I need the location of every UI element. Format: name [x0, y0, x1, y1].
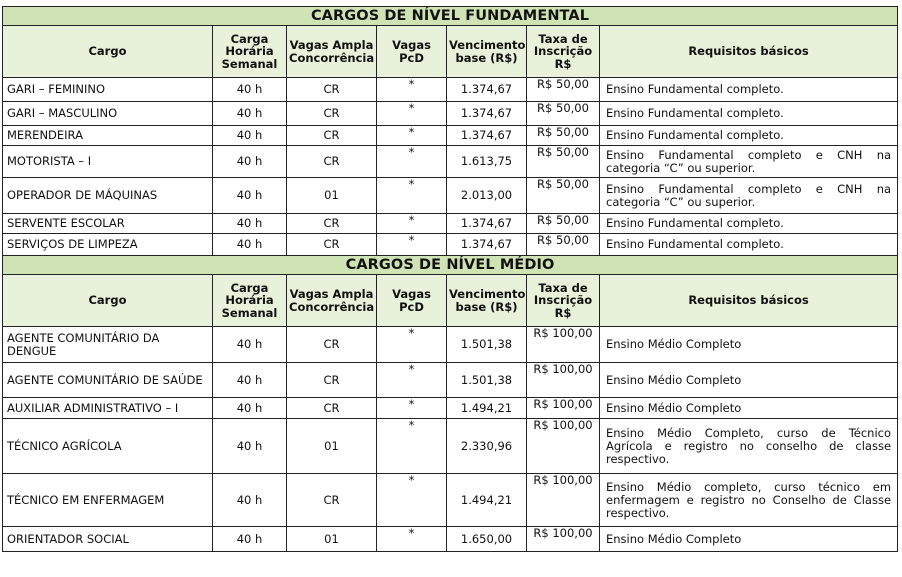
cell-vagas-ampla: CR [287, 126, 377, 146]
cell-carga: 40 h [213, 474, 287, 527]
medio-header-cargo: Cargo [3, 275, 213, 327]
cell-requisitos: Ensino Fundamental completo. [600, 214, 898, 234]
cell-cargo: AGENTE COMUNITÁRIO DE SAÚDE [3, 363, 213, 398]
cell-requisitos: Ensino Fundamental completo. [600, 126, 898, 146]
cell-vencimento: 1.374,67 [447, 102, 527, 126]
cell-carga: 40 h [213, 419, 287, 474]
cell-carga: 40 h [213, 126, 287, 146]
cell-taxa: R$ 100,00 [527, 474, 600, 527]
cell-cargo: SERVENTE ESCOLAR [3, 214, 213, 234]
table-row [3, 419, 898, 474]
cell-vencimento: 1.501,38 [447, 327, 527, 363]
cell-cargo: AGENTE COMUNITÁRIO DA DENGUE [3, 327, 213, 363]
cell-requisitos: Ensino Fundamental completo e CNH na categoria “C” ou superior. [600, 178, 898, 214]
cell-vagas-pcd: * [377, 419, 447, 474]
cell-vagas-pcd: * [377, 398, 447, 419]
cell-taxa: R$ 100,00 [527, 419, 600, 474]
cell-vagas-ampla: CR [287, 102, 377, 126]
cell-requisitos: Ensino Médio Completo [600, 327, 898, 363]
cell-taxa: R$ 50,00 [527, 78, 600, 102]
cell-vagas-ampla: CR [287, 474, 377, 527]
medio-header-vagas-ampla: Vagas Ampla Concorrência [287, 275, 377, 327]
medio-header-carga-horaria: Carga Horária Semanal [213, 275, 287, 327]
table-row [3, 527, 898, 552]
cell-cargo: TÉCNICO AGRÍCOLA [3, 419, 213, 474]
cell-cargo: SERVIÇOS DE LIMPEZA [3, 234, 213, 256]
cell-vagas-pcd: * [377, 234, 447, 256]
cell-cargo: AUXILIAR ADMINISTRATIVO – I [3, 398, 213, 419]
fundamental-header-row [3, 26, 898, 78]
cell-vencimento: 1.494,21 [447, 398, 527, 419]
cell-carga: 40 h [213, 527, 287, 552]
cell-vagas-ampla: CR [287, 234, 377, 256]
cell-requisitos: Ensino Fundamental completo e CNH na categoria “C” ou superior. [600, 146, 898, 178]
fundamental-header-requisitos: Requisitos básicos [600, 26, 898, 78]
cell-taxa: R$ 100,00 [527, 398, 600, 419]
cell-carga: 40 h [213, 363, 287, 398]
cell-requisitos: Ensino Médio Completo, curso de Técnico Agrícola e registro no conselho de classe respectivo. [600, 419, 898, 474]
cell-cargo: MOTORISTA – I [3, 146, 213, 178]
table-row [3, 178, 898, 214]
cell-vencimento: 1.613,75 [447, 146, 527, 178]
medio-section-row [3, 256, 898, 275]
cell-vencimento: 1.374,67 [447, 126, 527, 146]
cell-carga: 40 h [213, 234, 287, 256]
cell-requisitos: Ensino Médio completo, curso técnico em enfermagem e registro no Conselho de Classe respectivo. [600, 474, 898, 527]
table-row [3, 234, 898, 256]
cell-vagas-pcd: * [377, 327, 447, 363]
table-row [3, 398, 898, 419]
cell-vagas-pcd: * [377, 474, 447, 527]
medio-section-title: CARGOS DE NÍVEL MÉDIO [3, 256, 898, 275]
fundamental-header-vencimento: Vencimento base (R$) [447, 26, 527, 78]
cell-requisitos: Ensino Médio Completo [600, 527, 898, 552]
cell-carga: 40 h [213, 146, 287, 178]
cell-requisitos: Ensino Fundamental completo. [600, 234, 898, 256]
cell-cargo: GARI – FEMININO [3, 78, 213, 102]
cell-cargo: MERENDEIRA [3, 126, 213, 146]
cell-taxa: R$ 50,00 [527, 178, 600, 214]
table-row [3, 214, 898, 234]
cell-carga: 40 h [213, 178, 287, 214]
medio-header-row [3, 275, 898, 327]
table-row [3, 474, 898, 527]
fundamental-header-carga-horaria: Carga Horária Semanal [213, 26, 287, 78]
cell-vagas-ampla: CR [287, 363, 377, 398]
cell-vencimento: 1.374,67 [447, 234, 527, 256]
cell-vencimento: 1.494,21 [447, 474, 527, 527]
cell-carga: 40 h [213, 214, 287, 234]
cell-requisitos: Ensino Fundamental completo. [600, 78, 898, 102]
cell-taxa: R$ 100,00 [527, 527, 600, 552]
table-row [3, 102, 898, 126]
cell-vagas-pcd: * [377, 214, 447, 234]
cell-vagas-pcd: * [377, 527, 447, 552]
cell-vagas-ampla: CR [287, 214, 377, 234]
cell-carga: 40 h [213, 102, 287, 126]
table-body [3, 7, 898, 552]
cell-vagas-ampla: CR [287, 327, 377, 363]
cell-cargo: TÉCNICO EM ENFERMAGEM [3, 474, 213, 527]
fundamental-header-vagas-pcd: Vagas PcD [377, 26, 447, 78]
cell-vagas-ampla: CR [287, 146, 377, 178]
cell-vagas-pcd: * [377, 126, 447, 146]
cell-vencimento: 1.374,67 [447, 78, 527, 102]
fundamental-header-cargo: Cargo [3, 26, 213, 78]
cell-vencimento: 2.013,00 [447, 178, 527, 214]
cell-taxa: R$ 50,00 [527, 126, 600, 146]
medio-header-requisitos: Requisitos básicos [600, 275, 898, 327]
cell-requisitos: Ensino Médio Completo [600, 398, 898, 419]
cell-taxa: R$ 50,00 [527, 102, 600, 126]
cell-carga: 40 h [213, 327, 287, 363]
cell-taxa: R$ 50,00 [527, 234, 600, 256]
cell-taxa: R$ 100,00 [527, 327, 600, 363]
medio-header-vagas-pcd: Vagas PcD [377, 275, 447, 327]
cell-vagas-ampla: 01 [287, 178, 377, 214]
table-row [3, 78, 898, 102]
table-row [3, 327, 898, 363]
medio-header-vencimento: Vencimento base (R$) [447, 275, 527, 327]
cell-vagas-ampla: 01 [287, 527, 377, 552]
cell-cargo: GARI – MASCULINO [3, 102, 213, 126]
cell-vencimento: 1.650,00 [447, 527, 527, 552]
cell-vagas-pcd: * [377, 146, 447, 178]
cell-vagas-ampla: CR [287, 398, 377, 419]
cell-carga: 40 h [213, 78, 287, 102]
cell-taxa: R$ 50,00 [527, 146, 600, 178]
fundamental-section-row [3, 7, 898, 26]
cell-requisitos: Ensino Fundamental completo. [600, 102, 898, 126]
cell-vagas-pcd: * [377, 102, 447, 126]
cell-taxa: R$ 50,00 [527, 214, 600, 234]
cell-vagas-ampla: 01 [287, 419, 377, 474]
cell-vagas-pcd: * [377, 178, 447, 214]
cell-vagas-pcd: * [377, 363, 447, 398]
cell-cargo: ORIENTADOR SOCIAL [3, 527, 213, 552]
cell-vagas-pcd: * [377, 78, 447, 102]
cargos-table [2, 6, 898, 552]
medio-header-taxa: Taxa de Inscrição R$ [527, 275, 600, 327]
table-row [3, 363, 898, 398]
cell-taxa: R$ 100,00 [527, 363, 600, 398]
table-row [3, 146, 898, 178]
cell-carga: 40 h [213, 398, 287, 419]
fundamental-section-title: CARGOS DE NÍVEL FUNDAMENTAL [3, 7, 898, 26]
cell-vencimento: 1.374,67 [447, 214, 527, 234]
cell-vencimento: 2.330,96 [447, 419, 527, 474]
fundamental-header-vagas-ampla: Vagas Ampla Concorrência [287, 26, 377, 78]
cell-vagas-ampla: CR [287, 78, 377, 102]
cell-vencimento: 1.501,38 [447, 363, 527, 398]
table-row [3, 126, 898, 146]
cell-cargo: OPERADOR DE MÁQUINAS [3, 178, 213, 214]
cell-requisitos: Ensino Médio Completo [600, 363, 898, 398]
fundamental-header-taxa: Taxa de Inscrição R$ [527, 26, 600, 78]
